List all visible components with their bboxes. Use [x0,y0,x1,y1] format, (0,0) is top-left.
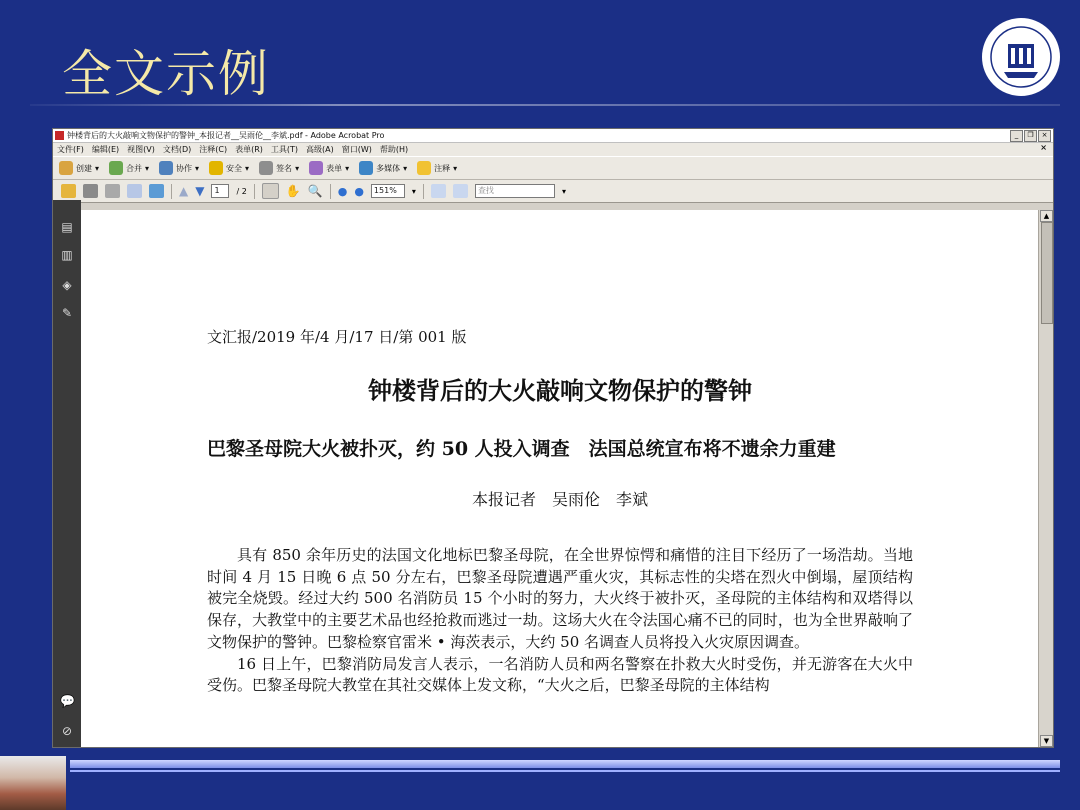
bookmarks-icon[interactable]: ▥ [61,248,73,262]
tasks-toolbar [53,156,1053,180]
collaborate-button[interactable]: 协作 ▾ [159,161,199,175]
create-label: 创建 [76,163,92,173]
menu-window[interactable]: 窗口(W) [341,145,372,154]
toolbar-separator [254,184,255,199]
attachments-icon[interactable]: ⊘ [61,724,73,738]
create-button[interactable]: 创建 ▾ [59,161,99,175]
menu-comments[interactable]: 注释(C) [199,145,228,154]
print-icon[interactable] [83,184,98,198]
comments-icon[interactable]: 💬 [60,694,75,708]
menu-view[interactable]: 视图(V) [127,145,155,154]
secure-label: 安全 [226,163,243,173]
forms-label: 表单 [326,163,343,173]
select-tool-icon[interactable] [262,183,279,199]
menu-bar [53,143,1053,156]
menu-edit[interactable]: 编辑(E) [91,145,120,154]
acrobat-app-icon [55,131,64,140]
multimedia-icon [359,161,373,175]
secure-button[interactable]: 安全 ▾ [209,161,249,175]
search-input[interactable]: 查找 [475,184,555,198]
toolbar-separator [423,184,424,199]
article-paragraph: 具有 850 余年历史的法国文化地标巴黎圣母院，在全世界惊愕和痛惜的注目下经历了一场浩劫。当地时间 4 月 15 日晚 6 点 50 分左右，巴黎圣母院遭遇严重火灾，其标志性的尖塔在烈火中倒塌，屋顶结构被完全烧毁。经过大约 500 名消防员 15 个小时的努力，大火终于被扑灭，圣母院的主体结构和双塔得以保存，大教堂中的主要艺术品也经抢救而逃过一劫。这场大火在令法国心痛不已的同时，也为全世界敲响了文物保护的警钟。巴黎检察官雷米 • 海茨表示，大约 50 名调查人员将投入火灾原因调查。 [207,546,913,651]
menu-document[interactable]: 文档(D) [162,145,192,154]
article-paragraph: 16 日上午，巴黎消防局发言人表示，一名消防人员和两名警察在扑救大火时受伤，并无游客在大火中受伤。巴黎圣母院大教堂在其社交媒体上发文称，“大火之后，巴黎圣母院的主体结构 [207,654,913,695]
zoom-out-icon[interactable]: ● [337,184,348,198]
collaborate-label: 协作 [176,163,193,173]
pdf-page [207,326,913,697]
menu-file[interactable]: 文件(F) [57,145,84,154]
university-seal-icon [978,14,1064,100]
menu-help[interactable]: 帮助(H) [379,145,409,154]
close-button[interactable]: × [1038,130,1051,142]
next-page-icon[interactable]: ▼ [195,184,205,198]
article-headline: 钟楼背后的大火敲响文物保护的警钟 [368,376,752,405]
slide-title: 全文示例 [62,45,270,103]
window-titlebar [53,129,1053,143]
scroll-up-icon[interactable]: ▲ [1040,210,1053,222]
sync-icon[interactable] [149,184,164,198]
forms-button[interactable]: 表单 ▾ [309,161,349,175]
article-body [207,545,913,697]
zoom-tool-icon[interactable]: 🔍 [307,184,323,198]
previous-page-icon[interactable]: ▲ [179,184,189,198]
page-number-input[interactable]: 1 [211,184,229,198]
hand-tool-icon[interactable]: ✋ [285,184,301,198]
form-icon [309,161,323,175]
lock-icon [209,161,223,175]
zoom-in-icon[interactable]: ● [354,184,364,198]
comment-icon [417,161,431,175]
open-folder-icon[interactable] [61,184,76,198]
layers-icon[interactable]: ◈ [62,278,72,292]
pages-icon[interactable]: ▤ [61,220,73,234]
scroll-thumb[interactable] [1041,222,1053,324]
comment-label: 注释 [434,163,451,173]
page-total: / 2 [236,186,247,196]
article-dateline: 文汇报/2019 年/4 月/17 日/第 001 版 [207,328,467,346]
email-icon[interactable] [127,184,142,198]
sign-button[interactable]: 签名 ▾ [259,161,299,175]
acrobat-window [52,128,1054,748]
vertical-scrollbar[interactable] [1038,210,1053,747]
save-icon[interactable] [105,184,120,198]
toolbar-separator [171,184,172,199]
minimize-button[interactable]: _ [1010,130,1023,142]
navigation-panel [53,200,81,747]
document-close-icon[interactable]: × [1040,143,1047,152]
workspace [53,200,1053,747]
create-pdf-icon [59,161,73,175]
article-subheadline: 巴黎圣母院大火被扑灭，约 50 人投入调查 法国总统宣布将不遗余力重建 [207,438,836,460]
combine-icon [109,161,123,175]
zoom-level-select[interactable]: 151% [371,184,405,198]
pen-icon [259,161,273,175]
combine-button[interactable]: 合并 ▾ [109,161,149,175]
restore-button[interactable]: ❐ [1024,130,1037,142]
multimedia-button[interactable]: 多媒体 ▾ [359,161,407,175]
title-divider [30,104,1060,106]
footer-bar [70,760,1060,768]
campus-photo [0,756,66,810]
scroll-down-icon[interactable]: ▼ [1040,735,1053,747]
article-byline: 本报记者 吴雨伦 李斌 [471,490,648,509]
window-title: 钟楼背后的大火敲响文物保护的警钟_本报记者__吴雨伦__李斌.pdf - Adobe Acrobat Pro [67,131,385,140]
fit-page-icon[interactable] [431,184,446,198]
menu-forms[interactable]: 表单(R) [235,145,263,154]
zoom-dropdown-icon[interactable]: ▾ [411,186,416,196]
collaborate-icon [159,161,173,175]
combine-label: 合并 [126,163,143,173]
footer-rule [70,770,1060,772]
menu-tools[interactable]: 工具(T) [270,145,299,154]
toolbar-separator [330,184,331,199]
menu-advanced[interactable]: 高级(A) [306,145,334,154]
comment-button[interactable]: 注释 ▾ [417,161,457,175]
document-view[interactable] [81,210,1039,747]
signatures-icon[interactable]: ✎ [61,306,73,320]
search-dropdown-icon[interactable]: ▾ [561,186,566,196]
fit-width-icon[interactable] [453,184,468,198]
multimedia-label: 多媒体 [376,163,401,173]
sign-label: 签名 [276,163,293,173]
